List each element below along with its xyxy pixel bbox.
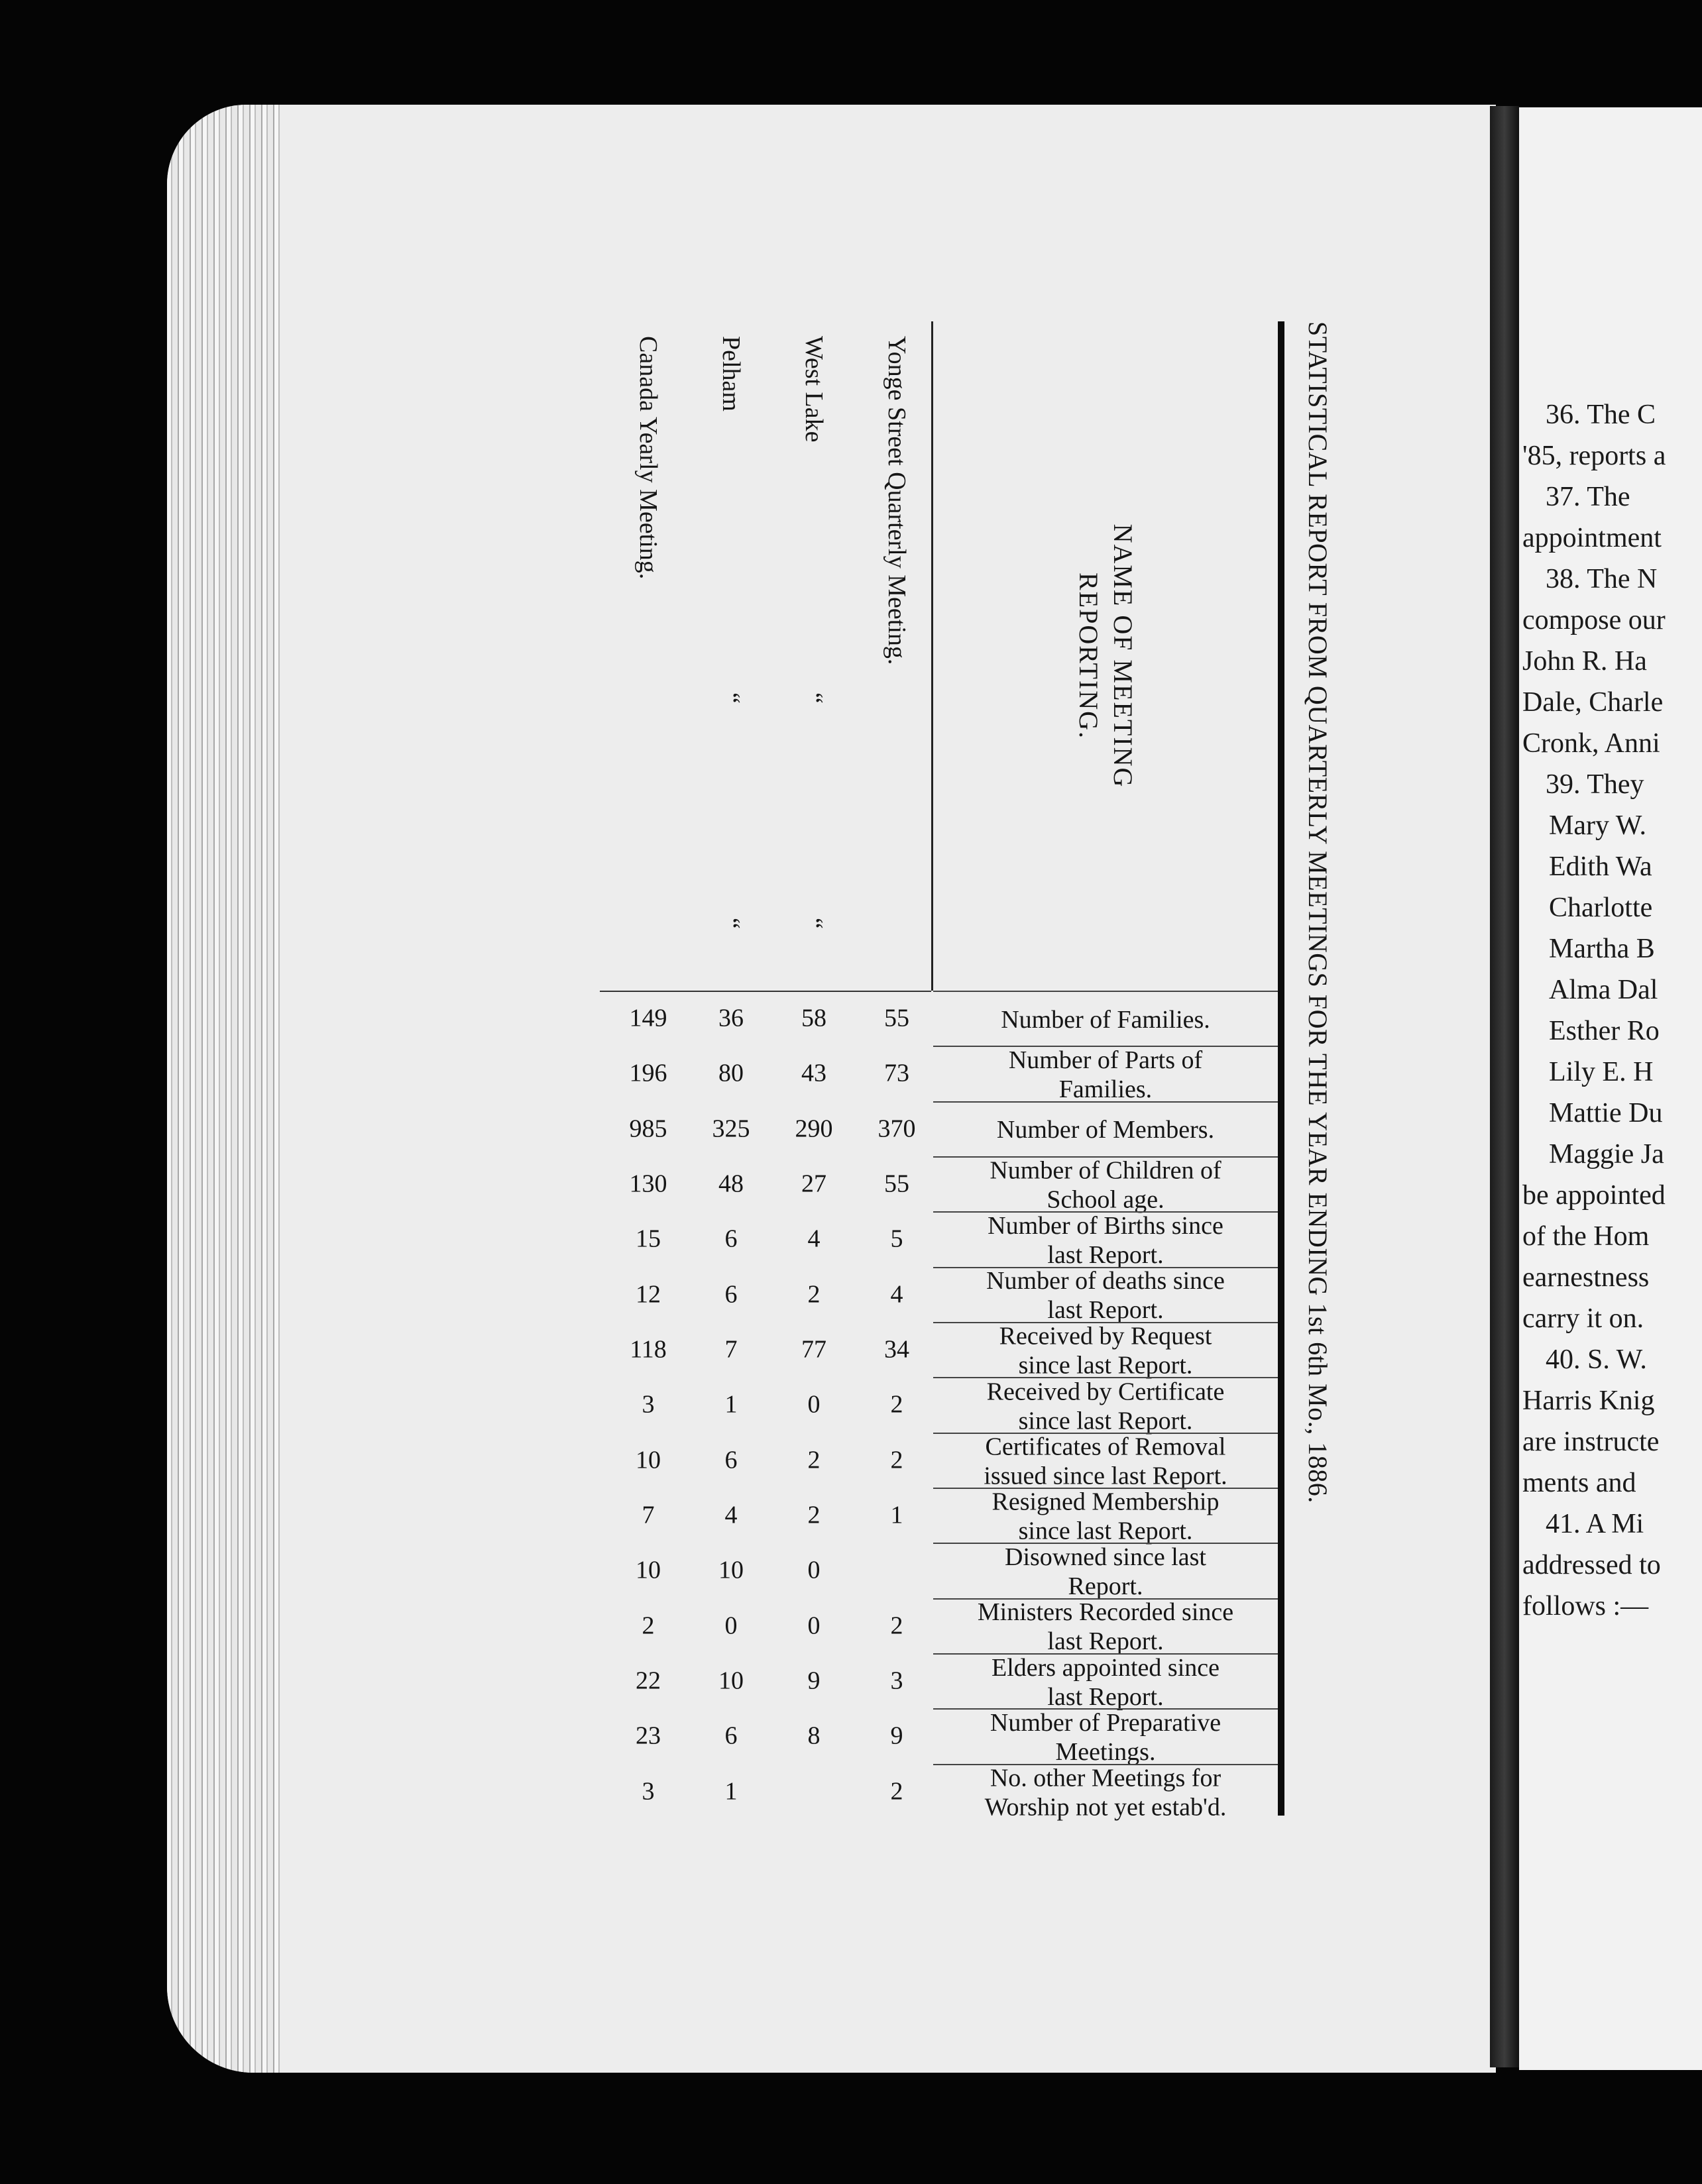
facing-page-line: Esther Ro bbox=[1549, 1016, 1660, 1046]
facing-page-line: Harris Knig bbox=[1522, 1386, 1655, 1416]
page-edges bbox=[167, 105, 280, 2073]
table-cell: 36 bbox=[718, 1004, 744, 1032]
table-cell: 0 bbox=[807, 1611, 821, 1640]
column-header-line: since last Report. bbox=[1018, 1351, 1193, 1380]
table-cell: 12 bbox=[635, 1280, 661, 1309]
facing-page-line: Cronk, Anni bbox=[1522, 728, 1660, 759]
table-cell: 2 bbox=[890, 1446, 903, 1474]
facing-page-line: earnestness bbox=[1522, 1262, 1650, 1293]
table-cell: 10 bbox=[635, 1446, 661, 1474]
report-title: STATISTICAL REPORT FROM QUARTERLY MEETINGS FOR THE YEAR ENDING 1st 6th Mo., 1886. bbox=[1303, 321, 1333, 1503]
column-header-line: Worship not yet estab'd. bbox=[984, 1793, 1227, 1822]
table-cell: 130 bbox=[629, 1170, 667, 1198]
column-header bbox=[933, 991, 1278, 1047]
table-cell: 73 bbox=[883, 1059, 909, 1087]
table-cell: 149 bbox=[629, 1004, 667, 1032]
column-header-line: Received by Certificate bbox=[986, 1378, 1225, 1405]
column-header bbox=[933, 1101, 1278, 1158]
column-header bbox=[933, 1543, 1278, 1599]
table-cell: 6 bbox=[724, 1446, 738, 1474]
column-header bbox=[933, 1708, 1278, 1765]
meeting-name-header bbox=[933, 321, 1278, 991]
column-header-line: Number of Preparative bbox=[990, 1708, 1221, 1737]
table-cell: 325 bbox=[712, 1115, 750, 1143]
table-cell: 9 bbox=[807, 1666, 821, 1695]
column-header-line: Meetings. bbox=[1055, 1737, 1156, 1766]
table-cell: 55 bbox=[883, 1004, 909, 1032]
facing-page-line: '85, reports a bbox=[1522, 441, 1666, 471]
column-header bbox=[933, 1377, 1278, 1433]
column-header bbox=[933, 1488, 1278, 1544]
column-header-line: Number of deaths since bbox=[986, 1267, 1225, 1295]
facing-page-line: Edith Wa bbox=[1549, 851, 1652, 882]
table-cell: 3 bbox=[890, 1666, 903, 1695]
table-cell: 7 bbox=[642, 1501, 655, 1529]
table-cell: 2 bbox=[807, 1446, 821, 1474]
table-cell: 4 bbox=[807, 1225, 821, 1253]
book-gutter bbox=[1490, 106, 1519, 2067]
header-rule bbox=[931, 321, 933, 991]
table-cell: 8 bbox=[807, 1721, 821, 1750]
facing-page-line: Mattie Du bbox=[1549, 1098, 1663, 1128]
facing-page-line: Maggie Ja bbox=[1549, 1139, 1664, 1170]
table-cell: 1 bbox=[724, 1777, 738, 1806]
facing-page-line: Charlotte bbox=[1549, 893, 1653, 923]
facing-page-line: be appointed bbox=[1522, 1180, 1666, 1211]
table-cell: 43 bbox=[801, 1059, 826, 1087]
column-header-line: Number of Births since bbox=[988, 1212, 1223, 1240]
column-header bbox=[933, 1433, 1278, 1489]
table-cell: 3 bbox=[642, 1777, 655, 1806]
meeting-name-header-line1: NAME OF MEETING bbox=[1108, 523, 1138, 789]
facing-page-line: appointment bbox=[1522, 523, 1662, 553]
column-header-line: Elders appointed since bbox=[991, 1653, 1220, 1682]
table-cell: 77 bbox=[801, 1335, 826, 1364]
column-header-line: Number of Parts of bbox=[1008, 1046, 1203, 1074]
column-headers bbox=[933, 991, 1278, 1822]
facing-page-line: are instructe bbox=[1522, 1427, 1660, 1457]
column-header bbox=[933, 1267, 1278, 1323]
meeting-name: Pelham bbox=[717, 336, 745, 411]
facing-page-line: Mary W. bbox=[1549, 810, 1646, 841]
table-cell: 2 bbox=[807, 1280, 821, 1309]
column-header-line: Number of Children of bbox=[990, 1156, 1221, 1185]
facing-page-line: 37. The bbox=[1546, 482, 1630, 512]
table-cell: 2 bbox=[890, 1390, 903, 1419]
column-header-line: Received by Request bbox=[999, 1322, 1212, 1350]
ditto-mark: “ bbox=[717, 918, 745, 929]
table-cell: 9 bbox=[890, 1721, 903, 1750]
column-header-line: since last Report. bbox=[1018, 1407, 1193, 1435]
column-header bbox=[933, 1653, 1278, 1710]
table-cell: 23 bbox=[635, 1721, 661, 1750]
column-header bbox=[933, 1598, 1278, 1655]
column-header-line: Resigned Membership bbox=[992, 1488, 1220, 1516]
table-cell: 6 bbox=[724, 1225, 738, 1253]
table-cell: 6 bbox=[724, 1280, 738, 1309]
facing-page-line: addressed to bbox=[1522, 1550, 1661, 1580]
table-cell: 34 bbox=[883, 1335, 909, 1364]
column-header bbox=[933, 1046, 1278, 1102]
table-cell: 370 bbox=[878, 1115, 916, 1143]
table-cell: 7 bbox=[724, 1335, 738, 1364]
table-cell: 5 bbox=[890, 1225, 903, 1253]
column-header-line: issued since last Report. bbox=[984, 1462, 1227, 1490]
table-cell: 4 bbox=[724, 1501, 738, 1529]
facing-page-line: carry it on. bbox=[1522, 1303, 1644, 1334]
table-cell: 2 bbox=[642, 1611, 655, 1640]
ditto-mark: “ bbox=[717, 692, 745, 704]
column-header-line: last Report. bbox=[1047, 1241, 1164, 1269]
table-cell: 10 bbox=[635, 1556, 661, 1584]
column-header bbox=[933, 1156, 1278, 1213]
facing-page-line: compose our bbox=[1522, 605, 1666, 635]
meeting-names-column bbox=[600, 321, 931, 992]
column-header-line: Disowned since last bbox=[1005, 1543, 1206, 1571]
ditto-mark: “ bbox=[800, 918, 828, 929]
facing-page-line: follows :— bbox=[1522, 1591, 1649, 1621]
ditto-mark: “ bbox=[800, 692, 828, 704]
column-header-line: No. other Meetings for bbox=[990, 1764, 1221, 1792]
column-header-line: Ministers Recorded since bbox=[977, 1598, 1234, 1627]
meeting-name: Canada Yearly Meeting. bbox=[634, 336, 662, 580]
facing-page bbox=[1519, 107, 1702, 2070]
facing-page-line: 38. The N bbox=[1546, 564, 1658, 594]
table-cell: 3 bbox=[642, 1390, 655, 1419]
facing-page-line: 40. S. W. bbox=[1546, 1344, 1647, 1375]
column-header-line: School age. bbox=[1047, 1185, 1164, 1214]
table-cell: 10 bbox=[718, 1666, 744, 1695]
column-header-line: Number of Families. bbox=[1001, 1005, 1210, 1034]
facing-page-line: 39. They bbox=[1546, 769, 1644, 800]
column-header-line: Certificates of Removal bbox=[985, 1433, 1226, 1461]
table-cell: 290 bbox=[795, 1115, 833, 1143]
facing-page-line: of the Hom bbox=[1522, 1221, 1650, 1252]
meeting-name: West Lake bbox=[800, 336, 828, 443]
table-cell: 2 bbox=[890, 1777, 903, 1806]
column-header-line: since last Report. bbox=[1018, 1517, 1193, 1545]
meeting-name: Yonge Street Quarterly Meeting. bbox=[883, 336, 911, 665]
table-cell: 2 bbox=[890, 1611, 903, 1640]
column-header bbox=[933, 1764, 1278, 1820]
table-cell: 118 bbox=[630, 1335, 667, 1364]
data-cells bbox=[600, 991, 931, 1819]
table-cell: 0 bbox=[807, 1556, 821, 1584]
table-cell: 6 bbox=[724, 1721, 738, 1750]
table-cell: 196 bbox=[629, 1059, 667, 1087]
column-header bbox=[933, 1322, 1278, 1378]
column-header-line: Families. bbox=[1058, 1075, 1153, 1103]
table-cell: 80 bbox=[718, 1059, 744, 1087]
table-cell: 0 bbox=[724, 1611, 738, 1640]
table-cell: 2 bbox=[807, 1501, 821, 1529]
facing-page-line: Lily E. H bbox=[1549, 1057, 1654, 1087]
column-header-line: Number of Members. bbox=[996, 1116, 1215, 1144]
facing-page-line: John R. Ha bbox=[1522, 646, 1647, 677]
table-cell: 1 bbox=[724, 1390, 738, 1419]
table-cell: 985 bbox=[629, 1115, 667, 1143]
facing-page-line: 41. A Mi bbox=[1546, 1509, 1644, 1539]
meeting-name-header-line2: REPORTING. bbox=[1074, 572, 1104, 740]
table-cell: 1 bbox=[890, 1501, 903, 1529]
table-cell: 22 bbox=[635, 1666, 661, 1695]
title-rule bbox=[1278, 321, 1284, 1816]
facing-page-line: Dale, Charle bbox=[1522, 687, 1664, 718]
table-cell: 55 bbox=[883, 1170, 909, 1198]
facing-page-line: 36. The C bbox=[1546, 400, 1656, 430]
table-cell: 15 bbox=[635, 1225, 661, 1253]
table-cell: 48 bbox=[718, 1170, 744, 1198]
column-header bbox=[933, 1211, 1278, 1268]
facing-page-line: Martha B bbox=[1549, 934, 1655, 964]
facing-page-line: Alma Dal bbox=[1549, 975, 1658, 1005]
column-header-line: last Report. bbox=[1047, 1627, 1164, 1656]
column-header-line: Report. bbox=[1068, 1572, 1143, 1600]
table-cell: 58 bbox=[801, 1004, 826, 1032]
statistical-report-table bbox=[596, 321, 1339, 1826]
table-cell: 10 bbox=[718, 1556, 744, 1584]
facing-page-line: ments and bbox=[1522, 1468, 1636, 1498]
table-cell: 0 bbox=[807, 1390, 821, 1419]
column-header-line: last Report. bbox=[1047, 1296, 1164, 1325]
table-cell: 27 bbox=[801, 1170, 826, 1198]
column-header-line: last Report. bbox=[1047, 1682, 1164, 1711]
table-cell: 4 bbox=[890, 1280, 903, 1309]
